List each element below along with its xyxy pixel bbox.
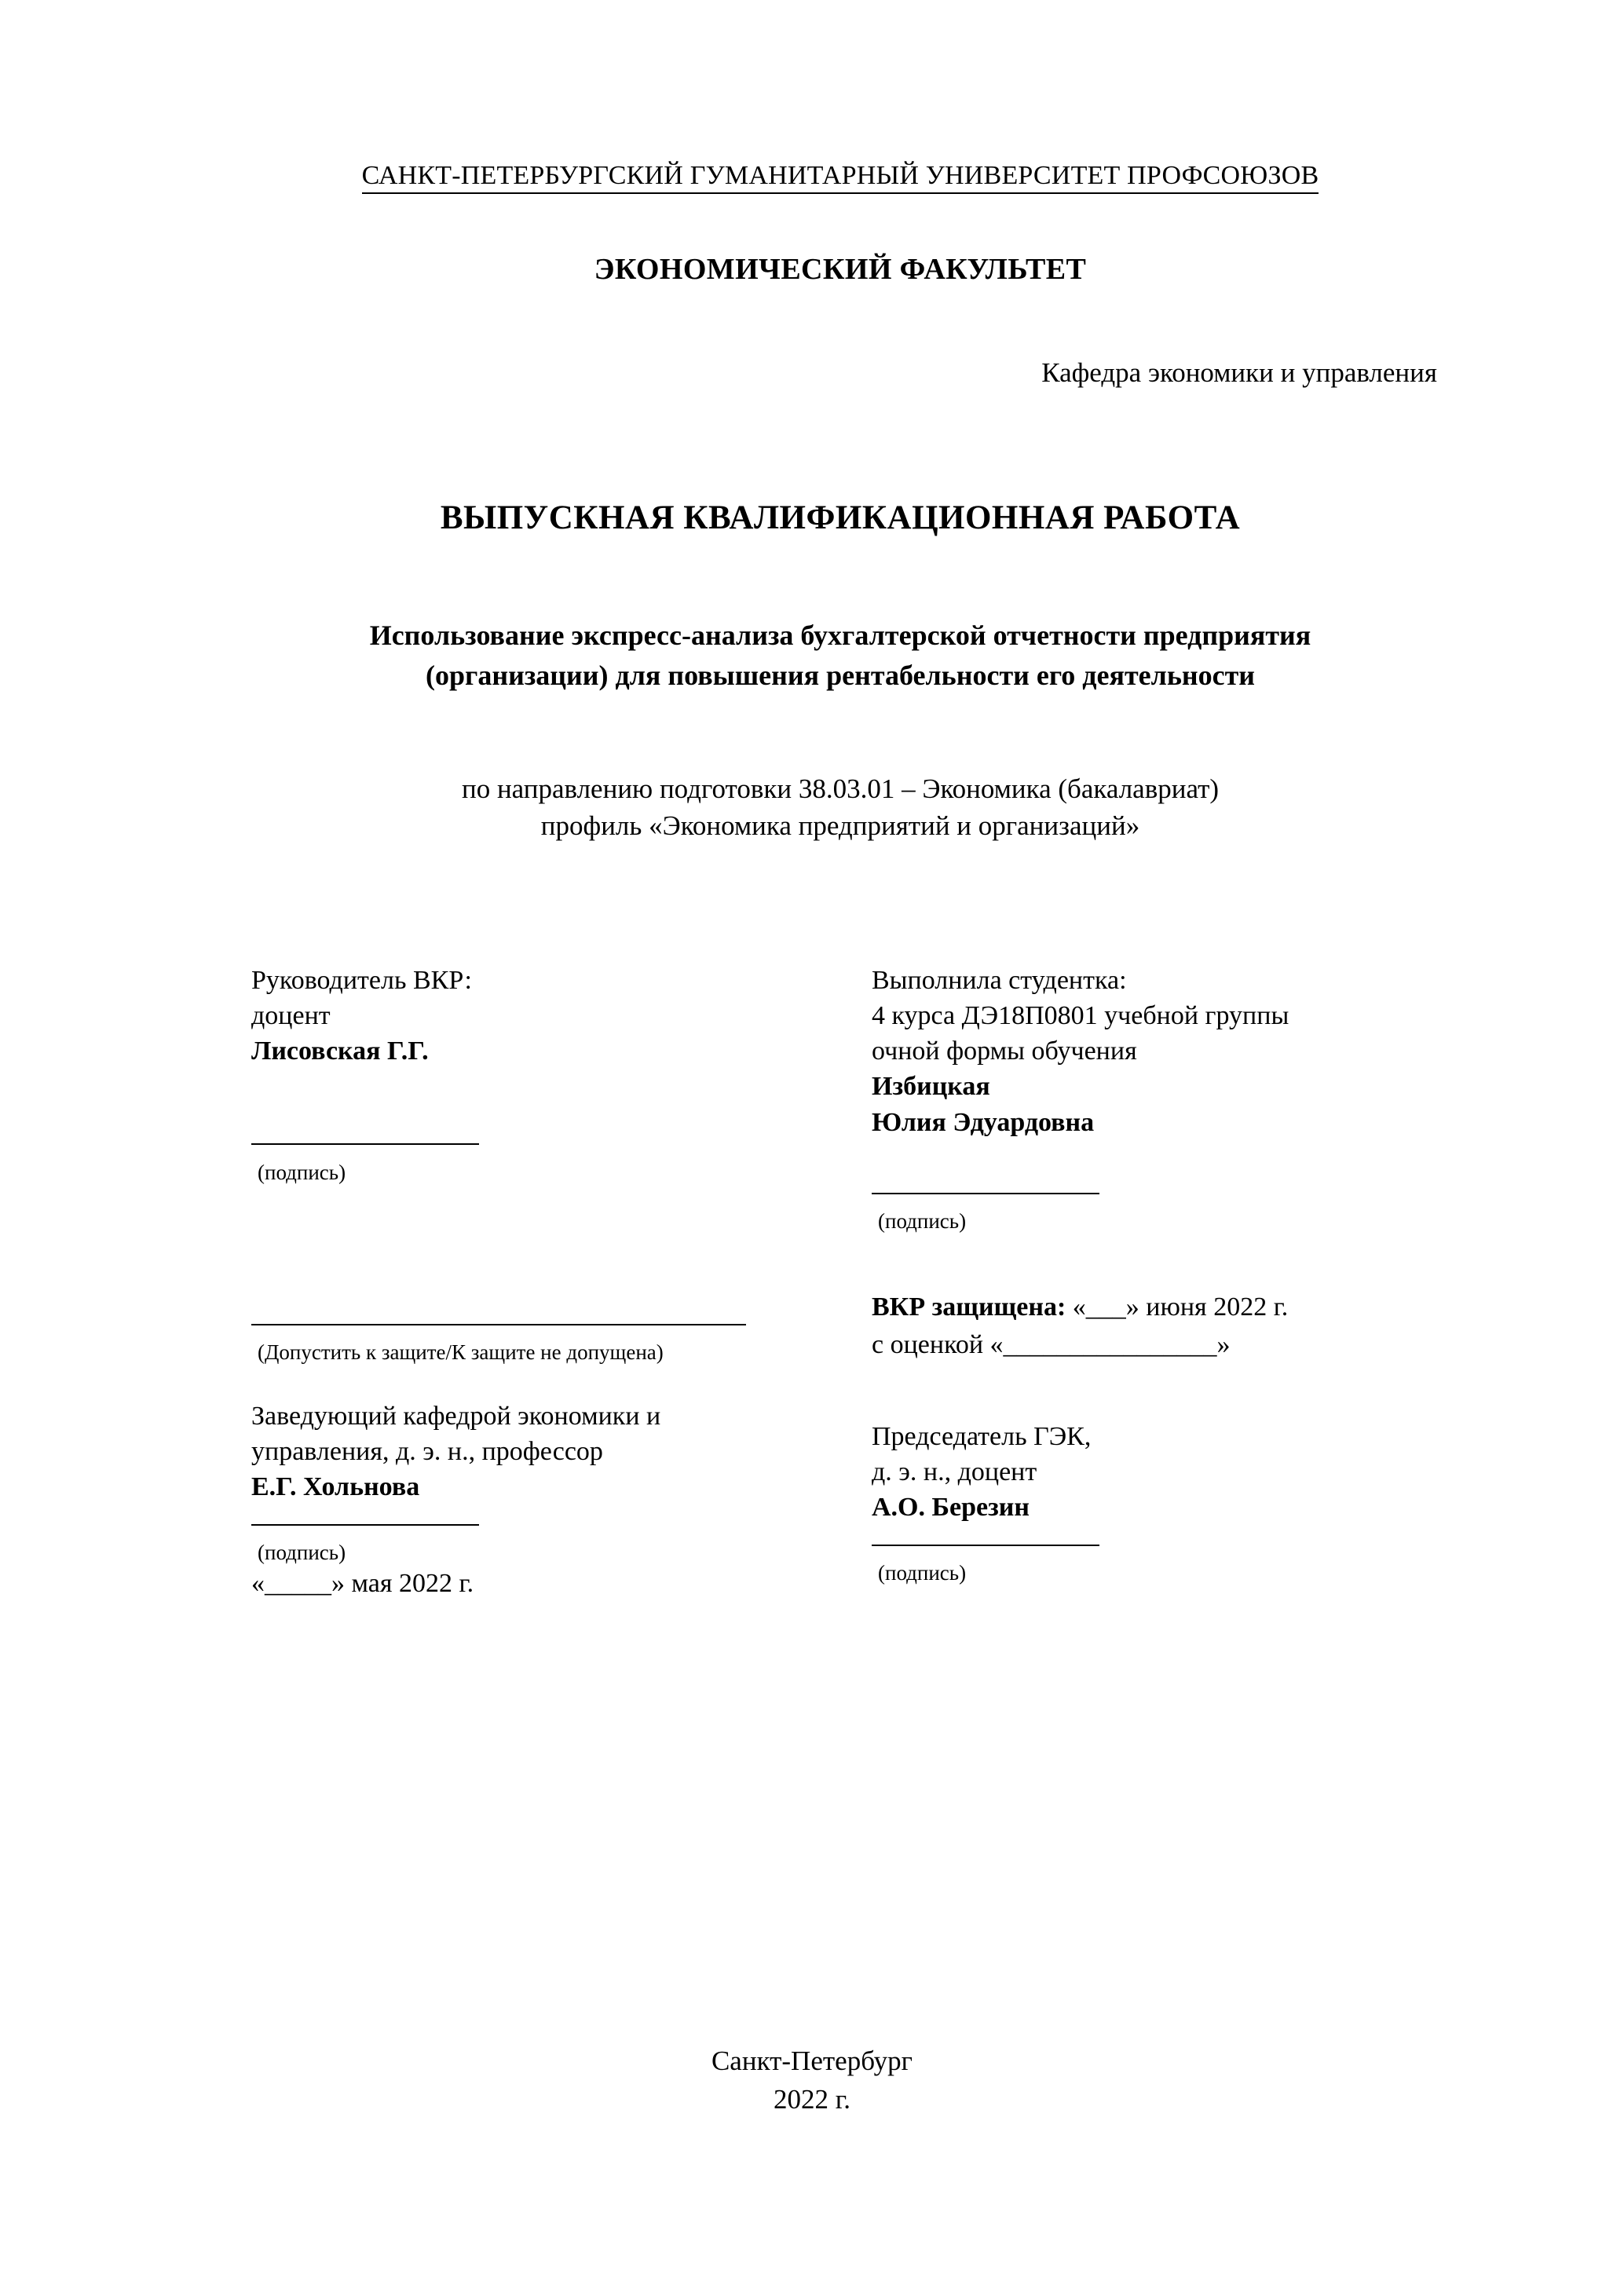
signature-rule <box>251 1143 479 1145</box>
program-info <box>236 770 1445 845</box>
commission-chair-signature-line[interactable] <box>872 1525 1382 1560</box>
program-profile: профиль «Экономика предприятий и организаций» <box>540 810 1140 842</box>
head-of-chair-line-1: Заведующий кафедрой экономики и <box>251 1401 661 1431</box>
commission-chair-line-1: Председатель ГЭК, <box>872 1421 1092 1451</box>
defense-date: «___» июня 2022 г. <box>1072 1292 1289 1322</box>
student-given-names: Юлия Эдуардовна <box>872 1107 1095 1137</box>
signature-rule <box>251 1523 479 1526</box>
program-direction: по направлению подготовки 38.03.01 – Экономика (бакалавриат) <box>461 773 1220 805</box>
supervisor-position: доцент <box>251 1000 331 1030</box>
defense-label: ВКР защищена: <box>872 1292 1066 1322</box>
student-column <box>785 963 1382 1601</box>
admission-caption: (Допустить к защите/К защите не допущена) <box>258 1340 664 1365</box>
chair-name: Кафедра экономики и управления <box>1041 357 1437 388</box>
head-of-chair-date: «_____» мая 2022 г. <box>251 1568 474 1598</box>
document-type: ВЫПУСКНАЯ КВАЛИФИКАЦИОННАЯ РАБОТА <box>440 499 1241 536</box>
university-name <box>236 161 1445 191</box>
supervisor-role: Руководитель ВКР: <box>251 965 472 995</box>
admission-signature-line[interactable] <box>251 1304 785 1340</box>
supervisor-signature-caption: (подпись) <box>258 1160 346 1184</box>
footer-year: 2022 г. <box>774 2084 850 2115</box>
student-form: очной формы обучения <box>872 1036 1137 1066</box>
supervisor-column <box>236 963 785 1601</box>
university-name-text: САНКТ-ПЕТЕРБУРГСКИЙ ГУМАНИТАРНЫЙ УНИВЕРСИТЕТ ПРОФСОЮЗОВ <box>362 161 1319 194</box>
student-role: Выполнила студентка: <box>872 965 1127 995</box>
defense-grade: с оценкой «________________» <box>872 1330 1231 1360</box>
head-of-chair-signature-line[interactable] <box>251 1504 785 1540</box>
student-signature-line[interactable] <box>872 1173 1382 1208</box>
page-content <box>236 0 1445 1601</box>
supervisor-signature-line[interactable] <box>251 1124 785 1159</box>
title-line-1: Использование экспресс-анализа бухгалтерской отчетности предприятия <box>369 620 1311 651</box>
page-footer <box>0 2042 1624 2119</box>
supervisor-name: Лисовская Г.Г. <box>251 1036 429 1066</box>
signature-area <box>236 963 1445 1601</box>
student-signature-caption: (подпись) <box>878 1209 967 1234</box>
page-title <box>236 616 1445 696</box>
footer-city: Санкт-Петербург <box>711 2046 913 2076</box>
head-of-chair-name: Е.Г. Хольнова <box>251 1472 420 1502</box>
student-surname: Избицкая <box>872 1072 990 1102</box>
head-of-chair-line-2: управления, д. э. н., профессор <box>251 1436 603 1466</box>
defense-block <box>872 1289 1382 1363</box>
commission-chair-signature-caption: (подпись) <box>878 1561 967 1585</box>
commission-chair-name: А.О. Березин <box>872 1493 1030 1523</box>
head-of-chair-signature-caption: (подпись) <box>258 1541 346 1565</box>
title-line-2: (организации) для повышения рентабельности его деятельности <box>425 660 1256 692</box>
defense-date-row <box>872 1289 1382 1326</box>
student-group: 4 курса ДЭ18П0801 учебной группы <box>872 1000 1289 1030</box>
signature-rule <box>872 1192 1099 1194</box>
faculty-name: ЭКОНОМИЧЕСКИЙ ФАКУЛЬТЕТ <box>594 253 1087 286</box>
signature-rule <box>872 1544 1099 1546</box>
admission-rule <box>251 1323 746 1325</box>
commission-chair-line-2: д. э. н., доцент <box>872 1457 1037 1486</box>
